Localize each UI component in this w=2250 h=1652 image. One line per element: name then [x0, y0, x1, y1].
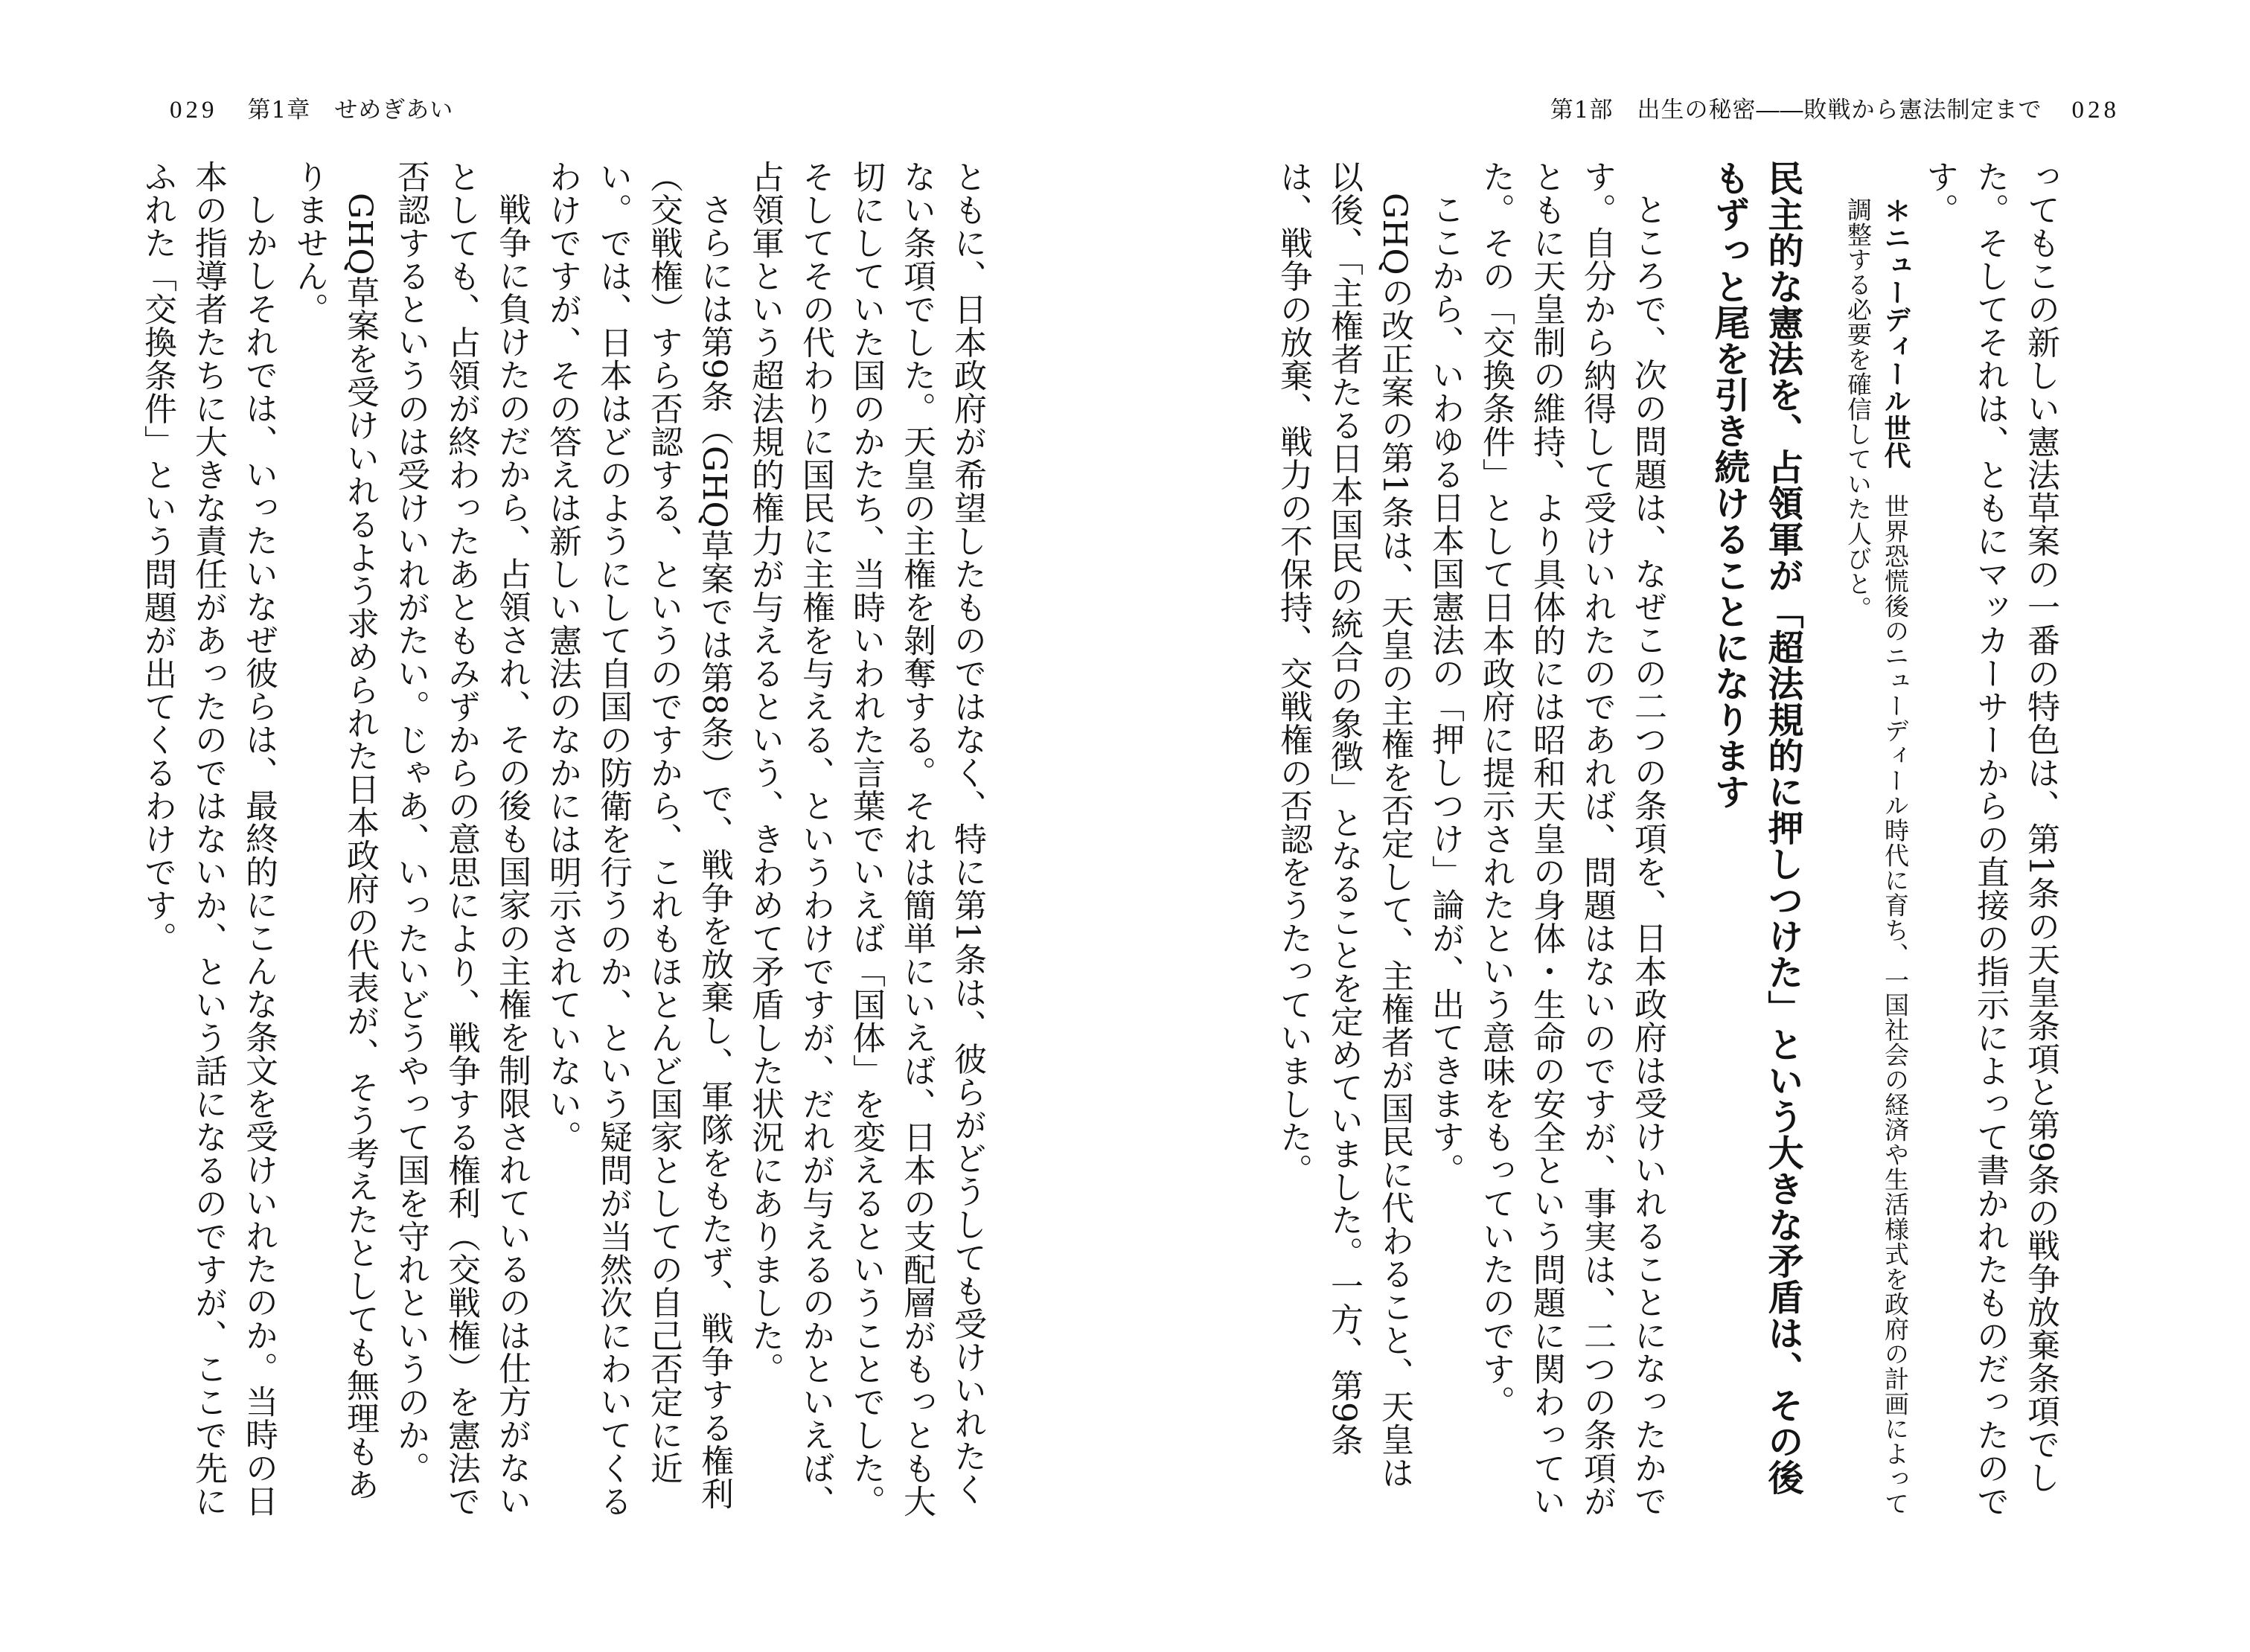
right-page-number: 028 [2071, 97, 2120, 124]
body-paragraph: さらには第9条（GHQ草案では第8条）で、戦争を放棄し、軍隊をもたず、戦争する権利（交戦権）すら否認する、というのですから、これもほとんど国家としての自己否定に近い。では、日本はどのようにして自国の防衛を行うのか、という疑問が当然次にわいてくるわけですが、その答えは新しい憲法のなかには明示されていない。 [543, 160, 733, 1518]
footnote [1839, 160, 1914, 1522]
body-paragraph: ところで、次の問題は、なぜこの二つの条項を、日本政府は受けいれることになったかです。自分から納得して受けいれたのであれば、問題はないのですが、事実は、二つの条項がともに天皇制の維持、より具体的には昭和天皇の身体・生命の安全という問題に関わっていた。その「交換条件」として日本政府に提示されたという意味をもっていたのです。 [1477, 160, 1666, 1518]
right-page-body [1076, 160, 2065, 1522]
left-page-body [138, 160, 992, 1522]
right-part-title: 第1部 出生の秘密――敗戦から憲法制定まで [1550, 97, 2042, 124]
body-paragraph: ともに、日本政府が希望したものではなく、特に第1条は、彼らがどうしても受けいれたくない条項でした。天皇の主権を剝奪する。それは簡単にいえば、日本の支配層がもっとも大切にしていた国のかたち、当時いわれた言葉でいえば「国体」を変えるということでした。そしてその代わりに国民に主権を与える、というわけですが、だれが与えるのかといえば、占領軍という超法規的権力が与えるという、きわめて矛盾した状況にありました。 [746, 160, 986, 1518]
intro-paragraph: ってもこの新しい憲法草案の一番の特色は、第1条の天皇条項と第9条の戦争放棄条項でした。そしてそれは、ともにマッカーサーからの直接の指示によって書かれたものだったのです。 [1920, 160, 2059, 1518]
body-paragraph: しかしそれでは、いったいなぜ彼らは、最終的にこんな条文を受けいれたのか。当時の日本の指導者たちに大きな責任があったのではないか、という話になるのですが、ここで先にふれた「交換条件」という問題が出てくるわけです。 [138, 160, 278, 1518]
body-paragraph: GHQ草案を受けいれるよう求められた日本政府の代表が、そう考えたとしても無理もありません。 [290, 160, 379, 1501]
body-paragraph: ここから、いわゆる日本国憲法の「押しつけ」論が、出てきます。 [1426, 193, 1464, 1186]
body-paragraph: 戦争に負けたのだから、占領され、その後も国家の主権を制限されているのは仕方がないとしても、占領が終わったあともみずからの意思により、戦争する権利（交戦権）を憲法で否認するというのは受けいれがたい。じゃあ、いったいどうやって国を守れというのか。 [391, 160, 531, 1518]
left-chapter-title: 第1章 せめぎあい [247, 97, 454, 124]
left-running-head [170, 95, 453, 125]
footnote-text: 世界恐慌後のニューディール時代に育ち、一国社会の経済や生活様式を政府の計画によって調整する必要を確信していた人びと。 [1844, 197, 1910, 1516]
right-running-head [1550, 95, 2120, 125]
left-page-number: 029 [170, 97, 218, 124]
footnote-term: ＊ニューディール世代 [1880, 197, 1911, 469]
section-heading: 民主的な憲法を、占領軍が「超法規的に押しつけた」という大きな矛盾は、その後もずっと尾を引き続けることになります [1708, 160, 1803, 1496]
body-paragraph: GHQの改正案の第1条は、天皇の主権を否定して、主権者が国民に代わること、天皇は以後、「主権者たる日本国民の統合の象徴」となることを定めていました。一方、第9条は、戦争の放棄、戦力の不保持、交戦権の否認をうたっていました。 [1274, 160, 1413, 1489]
